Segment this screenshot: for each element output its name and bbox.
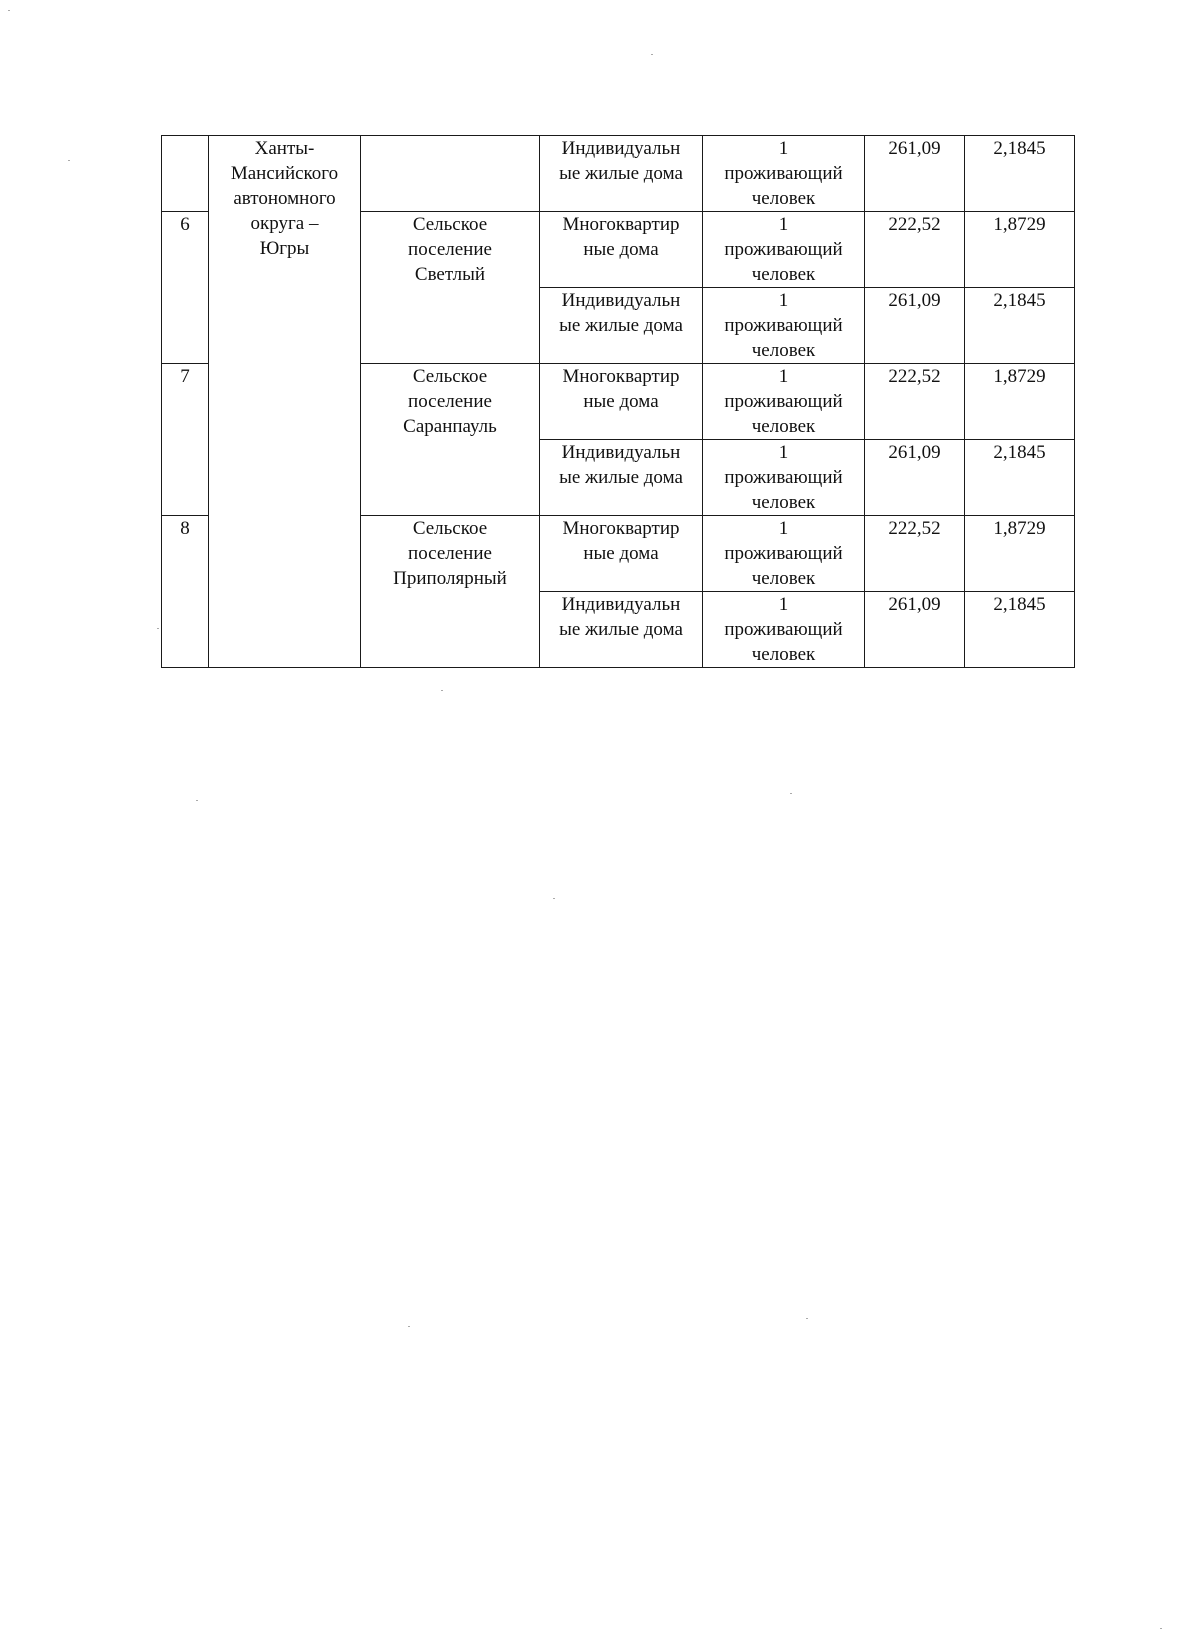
- rate-coef-cell: 1,8729: [965, 364, 1075, 440]
- rate-rub-cell: 261,09: [865, 288, 965, 364]
- text-line: проживающий: [724, 467, 843, 488]
- text-line: поселение: [408, 543, 492, 564]
- unit-cell: [703, 364, 865, 440]
- text-line: автономного: [233, 188, 336, 209]
- text-line: проживающий: [724, 543, 843, 564]
- rate-rub-cell: 222,52: [865, 364, 965, 440]
- text-line: поселение: [408, 391, 492, 412]
- rate-coef-cell: 1,8729: [965, 212, 1075, 288]
- text-line: проживающий: [724, 239, 843, 260]
- text-line: 1: [778, 366, 789, 387]
- text-line: проживающий: [724, 315, 843, 336]
- scan-speck: [157, 628, 159, 629]
- scan-speck: [651, 54, 653, 55]
- rate-coef-cell: 2,1845: [965, 592, 1075, 668]
- text-line: проживающий: [724, 163, 843, 184]
- unit-cell: [703, 440, 865, 516]
- unit-cell: [703, 288, 865, 364]
- row-number-cell: 8: [162, 516, 209, 668]
- scan-speck: [790, 793, 792, 794]
- text-line: ные дома: [583, 239, 659, 260]
- row-number-cell: 6: [162, 212, 209, 364]
- housing-type-cell: [540, 364, 703, 440]
- text-line: 1: [778, 518, 789, 539]
- row-number-cell: 7: [162, 364, 209, 516]
- rate-coef-cell: 2,1845: [965, 288, 1075, 364]
- text-line: ые жилые дома: [559, 619, 683, 640]
- rate-coef-cell: 2,1845: [965, 136, 1075, 212]
- text-line: ые жилые дома: [559, 315, 683, 336]
- scan-speck: [8, 10, 10, 11]
- text-line: 1: [778, 138, 789, 159]
- unit-cell: [703, 592, 865, 668]
- text-line: Светлый: [414, 264, 486, 285]
- text-line: Многоквартир: [562, 518, 680, 539]
- rate-rub-cell: 261,09: [865, 440, 965, 516]
- scan-speck: [553, 898, 555, 899]
- text-line: Ханты-: [254, 138, 315, 159]
- text-line: человек: [751, 188, 816, 209]
- text-line: Югры: [259, 238, 310, 259]
- text-line: ые жилые дома: [559, 163, 683, 184]
- region-cell: [209, 136, 361, 668]
- text-line: Мансийского: [230, 163, 339, 184]
- text-line: 1: [778, 214, 789, 235]
- text-line: ные дома: [583, 543, 659, 564]
- region-name: [213, 136, 356, 261]
- scan-speck: [441, 690, 443, 691]
- text-line: человек: [751, 416, 816, 437]
- rate-rub-cell: 261,09: [865, 592, 965, 668]
- settlement-cell: [361, 136, 540, 212]
- scan-speck: [1160, 1628, 1162, 1629]
- scan-speck: [806, 1318, 808, 1319]
- unit-cell: [703, 136, 865, 212]
- text-line: Приполярный: [393, 568, 507, 589]
- text-line: 1: [778, 442, 789, 463]
- text-line: Индивидуальн: [561, 442, 681, 463]
- text-line: Многоквартир: [562, 366, 680, 387]
- text-line: проживающий: [724, 391, 843, 412]
- housing-type-cell: [540, 288, 703, 364]
- text-line: Индивидуальн: [561, 594, 681, 615]
- housing-type-cell: [540, 212, 703, 288]
- text-line: проживающий: [724, 619, 843, 640]
- text-line: человек: [751, 492, 816, 513]
- text-line: человек: [751, 340, 816, 361]
- text-line: 1: [778, 594, 789, 615]
- housing-type-cell: [540, 136, 703, 212]
- text-line: Индивидуальн: [561, 138, 681, 159]
- text-line: Сельское: [412, 366, 488, 387]
- text-line: человек: [751, 264, 816, 285]
- table-row: [162, 136, 1075, 212]
- settlement-cell: [361, 364, 540, 516]
- tariff-table: [161, 135, 1075, 668]
- text-line: Сельское: [412, 214, 488, 235]
- text-line: Индивидуальн: [561, 290, 681, 311]
- rate-rub-cell: 261,09: [865, 136, 965, 212]
- housing-type-cell: [540, 440, 703, 516]
- rate-rub-cell: 222,52: [865, 212, 965, 288]
- text-line: округа –: [250, 213, 319, 234]
- row-number-cell: [162, 136, 209, 212]
- housing-type-cell: [540, 592, 703, 668]
- text-line: поселение: [408, 239, 492, 260]
- settlement-cell: [361, 516, 540, 668]
- text-line: Сельское: [412, 518, 488, 539]
- text-line: человек: [751, 568, 816, 589]
- text-line: Многоквартир: [562, 214, 680, 235]
- unit-cell: [703, 516, 865, 592]
- settlement-cell: [361, 212, 540, 364]
- text-line: ые жилые дома: [559, 467, 683, 488]
- text-line: ные дома: [583, 391, 659, 412]
- unit-cell: [703, 212, 865, 288]
- scan-speck: [196, 800, 198, 801]
- scan-speck: [408, 1326, 410, 1327]
- text-line: Саранпауль: [403, 416, 497, 437]
- rate-coef-cell: 2,1845: [965, 440, 1075, 516]
- scan-speck: [68, 160, 70, 161]
- rate-coef-cell: 1,8729: [965, 516, 1075, 592]
- housing-type-cell: [540, 516, 703, 592]
- text-line: человек: [751, 644, 816, 665]
- text-line: 1: [778, 290, 789, 311]
- rate-rub-cell: 222,52: [865, 516, 965, 592]
